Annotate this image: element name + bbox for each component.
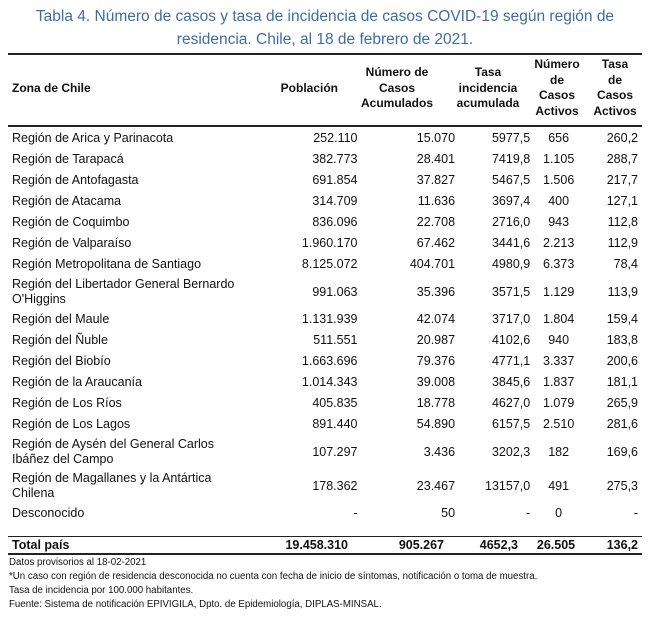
footnote-4: Fuente: Sistema de notificación EPIVIGILA, Dpto. de Epidemiología, DIPLAS-MINSAL. bbox=[9, 599, 382, 610]
cell-poblacion: 1.014.343 bbox=[301, 375, 358, 389]
cell-activos: 656 bbox=[548, 131, 570, 145]
cell-zona bbox=[8, 503, 268, 524]
cell-tasa-activos: 217,7 bbox=[606, 173, 638, 187]
header-bottom-rule bbox=[8, 125, 642, 127]
table-row bbox=[8, 414, 642, 435]
cell-zona-line: Región del Maule bbox=[12, 312, 110, 326]
cell-poblacion: 891.440 bbox=[312, 417, 358, 431]
cell-zona-line: O'Higgins bbox=[12, 292, 66, 306]
cell-zona bbox=[8, 309, 268, 330]
table-row bbox=[8, 503, 642, 524]
cell-zona-line: Región Metropolitana de Santiago bbox=[12, 257, 202, 271]
cell-poblacion: 1.663.696 bbox=[301, 354, 358, 368]
cell-casos: 54.890 bbox=[416, 417, 456, 431]
header-top-rule bbox=[8, 53, 642, 55]
cell-tasa: 4980,9 bbox=[491, 257, 531, 271]
cell-poblacion: 314.709 bbox=[312, 194, 358, 208]
cell-activos: 943 bbox=[548, 215, 570, 229]
table-row bbox=[8, 275, 642, 309]
cell-zona bbox=[8, 254, 268, 275]
table-row bbox=[8, 170, 642, 191]
total-tasa-activos: 136,2 bbox=[606, 538, 638, 552]
cell-tasa-activos: - bbox=[633, 506, 638, 520]
table-row bbox=[8, 212, 642, 233]
cell-poblacion: 405.835 bbox=[312, 396, 358, 410]
cell-activos: 400 bbox=[548, 194, 570, 208]
cell-zona-line: Región de Los Lagos bbox=[12, 417, 131, 431]
cell-zona-line: Región de Atacama bbox=[12, 194, 122, 208]
total-top-rule bbox=[8, 536, 642, 537]
cell-poblacion: 691.854 bbox=[312, 173, 358, 187]
cell-casos: 35.396 bbox=[416, 284, 456, 299]
cell-tasa: 13157,0 bbox=[485, 478, 531, 493]
cell-zona-line: Región del Ñuble bbox=[12, 333, 108, 347]
header-tasa-activos: Tasa de Casos Activos bbox=[593, 57, 637, 118]
cell-poblacion: 1.131.939 bbox=[301, 312, 358, 326]
table-row bbox=[8, 254, 642, 275]
cell-zona-line: Chilena bbox=[12, 486, 55, 500]
cell-zona bbox=[8, 170, 268, 191]
cell-casos: 11.636 bbox=[417, 194, 456, 208]
cell-casos: 23.467 bbox=[416, 478, 456, 493]
total-label: Total país bbox=[12, 538, 70, 552]
cell-tasa: 7419,8 bbox=[491, 152, 531, 166]
cell-poblacion: 991.063 bbox=[312, 284, 358, 299]
cell-zona bbox=[8, 212, 268, 233]
total-tasa: 4652,3 bbox=[479, 538, 518, 552]
cell-tasa: 5977,5 bbox=[491, 131, 531, 145]
table-row bbox=[8, 393, 642, 414]
cell-tasa-activos: 281,6 bbox=[606, 417, 638, 431]
cell-activos: 6.373 bbox=[543, 257, 575, 271]
cell-zona bbox=[8, 233, 268, 254]
cell-activos: 491 bbox=[548, 478, 570, 493]
cell-casos: 39.008 bbox=[416, 375, 456, 389]
cell-poblacion: 836.096 bbox=[312, 215, 358, 229]
cell-casos: 404.701 bbox=[409, 257, 456, 271]
cell-activos: 1.506 bbox=[543, 173, 575, 187]
footnote-2: *Un caso con región de residencia desconocida no cuenta con fecha de inicio de síntomas, notificación o toma de muestra. bbox=[9, 571, 538, 582]
table-title-line-2: residencia. Chile, al 18 de febrero de 2021. bbox=[176, 31, 474, 48]
table-row bbox=[8, 191, 642, 212]
cell-tasa: 3717,0 bbox=[491, 312, 531, 326]
data-table bbox=[8, 128, 642, 524]
cell-activos: 3.337 bbox=[543, 354, 575, 368]
cell-tasa-activos: 112,8 bbox=[607, 215, 638, 229]
cell-casos: 3.436 bbox=[423, 444, 456, 459]
header-zona: Zona de Chile bbox=[12, 81, 91, 95]
cell-activos: 1.129 bbox=[543, 284, 575, 299]
cell-tasa: 3441,6 bbox=[491, 236, 531, 250]
cell-activos: 1.079 bbox=[543, 396, 575, 410]
cell-casos: 28.401 bbox=[416, 152, 456, 166]
cell-zona-line: Región de Coquimbo bbox=[12, 215, 130, 229]
cell-tasa: 3202,3 bbox=[491, 444, 531, 459]
cell-tasa-activos: 265,9 bbox=[606, 396, 638, 410]
cell-poblacion: 8.125.072 bbox=[301, 257, 358, 271]
cell-tasa-activos: 260,2 bbox=[606, 131, 638, 145]
cell-activos: 2.510 bbox=[543, 417, 575, 431]
cell-zona-line: Región de Arica y Parinacota bbox=[12, 131, 174, 145]
cell-zona bbox=[8, 275, 268, 309]
cell-tasa-activos: 169,6 bbox=[606, 444, 638, 459]
cell-zona bbox=[8, 435, 268, 469]
cell-zona-line: Región de Aysén del General Carlos bbox=[12, 437, 214, 451]
cell-zona bbox=[8, 469, 268, 503]
cell-zona-line: Región de Los Ríos bbox=[12, 396, 122, 410]
cell-zona bbox=[8, 128, 268, 149]
total-casos: 905.267 bbox=[398, 538, 444, 552]
header-poblacion: Población bbox=[280, 81, 338, 95]
table-row bbox=[8, 351, 642, 372]
table-title bbox=[0, 5, 650, 51]
cell-zona-line: Región de Antofagasta bbox=[12, 173, 139, 187]
cell-poblacion: 511.551 bbox=[313, 333, 358, 347]
cell-zona-line: Desconocido bbox=[12, 506, 85, 520]
cell-zona-line: Región de Tarapacá bbox=[12, 152, 124, 166]
footnote-3: Tasa de incidencia por 100.000 habitantes. bbox=[9, 585, 194, 596]
cell-tasa-activos: 78,4 bbox=[613, 257, 638, 271]
cell-zona-line: Región del Biobío bbox=[12, 354, 111, 368]
cell-casos: 20.987 bbox=[416, 333, 456, 347]
table-row bbox=[8, 233, 642, 254]
cell-tasa-activos: 113,9 bbox=[607, 284, 638, 299]
cell-casos: 18.778 bbox=[416, 396, 456, 410]
table-row bbox=[8, 372, 642, 393]
cell-activos: 182 bbox=[548, 444, 570, 459]
cell-tasa-activos: 200,6 bbox=[606, 354, 638, 368]
cell-activos: 1.837 bbox=[543, 375, 575, 389]
cell-poblacion: 382.773 bbox=[312, 152, 358, 166]
cell-zona-line: Ibáñez del Campo bbox=[12, 452, 114, 466]
table-row bbox=[8, 330, 642, 351]
cell-activos: 940 bbox=[548, 333, 570, 347]
cell-tasa-activos: 181,1 bbox=[606, 375, 638, 389]
cell-zona-line: Región de Valparaíso bbox=[12, 236, 132, 250]
total-poblacion: 19.458.310 bbox=[285, 538, 348, 552]
table-row bbox=[8, 149, 642, 170]
cell-activos: 1.105 bbox=[543, 152, 575, 166]
cell-activos: 0 bbox=[555, 506, 563, 520]
cell-zona bbox=[8, 393, 268, 414]
cell-tasa: 5467,5 bbox=[491, 173, 531, 187]
cell-zona bbox=[8, 330, 268, 351]
header-casos-acumulados: Número de Casos Acumulados bbox=[360, 65, 433, 110]
cell-zona-line: Región de la Araucanía bbox=[12, 375, 142, 389]
cell-zona-line: Región de Magallanes y la Antártica bbox=[12, 471, 212, 485]
cell-tasa: 2716,0 bbox=[491, 215, 531, 229]
cell-casos: 50 bbox=[441, 506, 456, 520]
cell-tasa: 3845,6 bbox=[491, 375, 531, 389]
cell-zona bbox=[8, 372, 268, 393]
cell-casos: 67.462 bbox=[416, 236, 456, 250]
cell-zona bbox=[8, 149, 268, 170]
total-row bbox=[8, 538, 642, 553]
cell-casos: 15.070 bbox=[416, 131, 456, 145]
cell-tasa: 3697,4 bbox=[491, 194, 531, 208]
cell-tasa: 4627,0 bbox=[491, 396, 531, 410]
footnotes bbox=[9, 556, 537, 612]
header-casos-activos: Número de Casos Activos bbox=[534, 57, 580, 118]
table-row bbox=[8, 435, 642, 469]
cell-casos: 37.827 bbox=[416, 173, 456, 187]
cell-tasa-activos: 127,1 bbox=[606, 194, 638, 208]
cell-activos: 2.213 bbox=[543, 236, 575, 250]
cell-casos: 79.376 bbox=[416, 354, 456, 368]
cell-zona bbox=[8, 191, 268, 212]
cell-casos: 22.708 bbox=[416, 215, 456, 229]
header-tasa-acumulada: Tasa incidencia acumulada bbox=[456, 65, 520, 110]
cell-tasa: 3571,5 bbox=[491, 284, 531, 299]
cell-zona-line: Región del Libertador General Bernardo bbox=[12, 277, 235, 291]
cell-tasa: 6157,5 bbox=[491, 417, 531, 431]
table-row bbox=[8, 309, 642, 330]
cell-tasa-activos: 275,3 bbox=[606, 478, 638, 493]
cell-poblacion: 1.960.170 bbox=[301, 236, 358, 250]
table-body bbox=[8, 128, 642, 524]
footnote-1: Datos provisorios al 18-02-2021 bbox=[9, 557, 147, 568]
cell-poblacion: 178.362 bbox=[312, 478, 358, 493]
cell-activos: 1.804 bbox=[543, 312, 575, 326]
total-activos: 26.505 bbox=[536, 538, 576, 552]
cell-zona bbox=[8, 414, 268, 435]
cell-poblacion: 107.297 bbox=[312, 444, 358, 459]
cell-tasa: - bbox=[526, 506, 531, 520]
cell-tasa: 4102,6 bbox=[491, 333, 531, 347]
cell-poblacion: 252.110 bbox=[313, 131, 358, 145]
table-title-line-1: Tabla 4. Número de casos y tasa de incidencia de casos COVID-19 según región de bbox=[35, 8, 615, 25]
cell-zona bbox=[8, 351, 268, 372]
table-row bbox=[8, 469, 642, 503]
cell-tasa-activos: 112,9 bbox=[607, 236, 638, 250]
cell-tasa-activos: 183,8 bbox=[606, 333, 638, 347]
cell-tasa-activos: 159,4 bbox=[606, 312, 638, 326]
cell-casos: 42.074 bbox=[416, 312, 456, 326]
table-row bbox=[8, 128, 642, 149]
total-bottom-rule bbox=[8, 553, 642, 555]
cell-poblacion: - bbox=[353, 506, 358, 520]
cell-tasa-activos: 288,7 bbox=[606, 152, 638, 166]
cell-tasa: 4771,1 bbox=[491, 354, 531, 368]
